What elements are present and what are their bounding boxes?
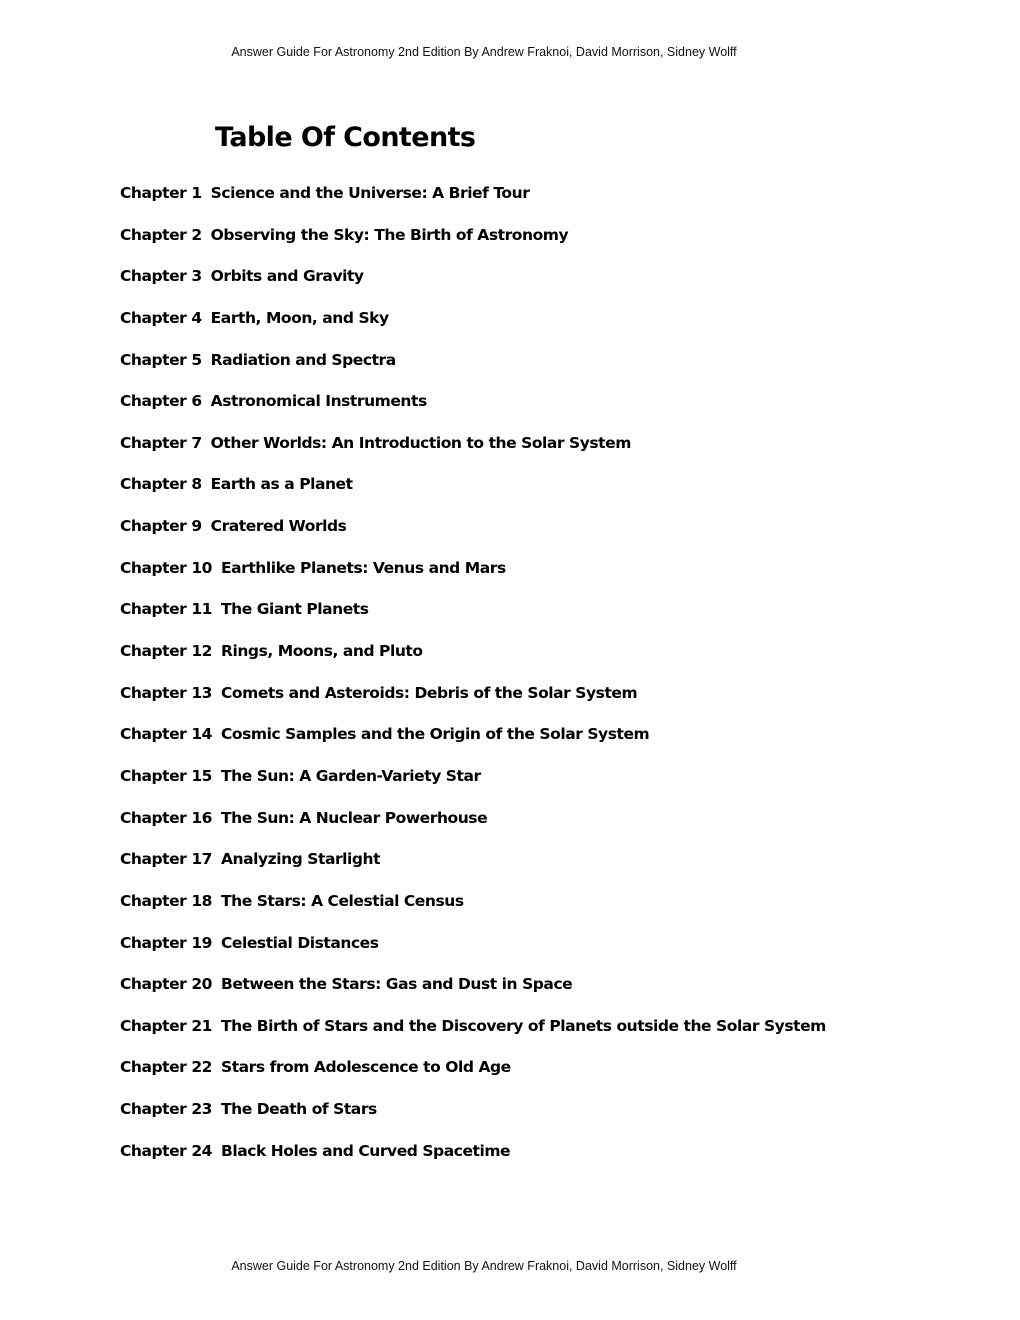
chapter-number: Chapter 24 xyxy=(120,1141,212,1160)
chapter-title: Cosmic Samples and the Origin of the Solar System xyxy=(221,725,650,744)
toc-entry xyxy=(120,1095,826,1137)
chapter-title: Cratered Worlds xyxy=(210,517,347,536)
chapter-title: Observing the Sky: The Birth of Astronomy xyxy=(210,225,569,244)
chapter-number: Chapter 1 xyxy=(120,184,202,202)
chapter-title: Other Worlds: An Introduction to the Solar System xyxy=(210,433,631,452)
chapter-title: Radiation and Spectra xyxy=(210,350,396,369)
chapter-number: Chapter 11 xyxy=(120,600,212,619)
toc-entry xyxy=(120,179,826,221)
toc-entry xyxy=(120,262,826,304)
chapter-number: Chapter 15 xyxy=(120,766,212,785)
toc-entry xyxy=(120,429,826,471)
toc-entry xyxy=(120,387,826,429)
chapter-title: Between the Stars: Gas and Dust in Space xyxy=(221,975,573,994)
toc-entry xyxy=(120,762,826,804)
chapter-number: Chapter 17 xyxy=(120,850,212,869)
toc-entry xyxy=(120,637,826,679)
chapter-number: Chapter 14 xyxy=(120,725,212,744)
chapter-number: Chapter 2 xyxy=(120,225,202,244)
page-footer: Answer Guide For Astronomy 2nd Edition By Andrew Fraknoi, David Morrison, Sidney Wolff xyxy=(231,1259,737,1273)
chapter-number: Chapter 12 xyxy=(120,642,212,661)
chapter-title: Celestial Distances xyxy=(221,933,379,952)
toc-entry xyxy=(120,845,826,887)
chapter-number: Chapter 10 xyxy=(120,558,212,577)
chapter-number: Chapter 4 xyxy=(120,308,202,327)
toc-entry xyxy=(120,1012,826,1054)
chapter-title: Science and the Universe: A Brief Tour xyxy=(210,184,530,202)
page-title: Table Of Contents xyxy=(215,122,476,153)
table-of-contents-list xyxy=(120,179,826,1178)
chapter-title: Black Holes and Curved Spacetime xyxy=(221,1141,511,1160)
chapter-number: Chapter 8 xyxy=(120,475,202,494)
toc-entry xyxy=(120,970,826,1012)
toc-entry xyxy=(120,221,826,263)
toc-entry xyxy=(120,720,826,762)
chapter-title: The Sun: A Garden-Variety Star xyxy=(221,766,481,785)
chapter-number: Chapter 5 xyxy=(120,350,202,369)
toc-entry xyxy=(120,595,826,637)
toc-entry xyxy=(120,304,826,346)
chapter-title: Earth, Moon, and Sky xyxy=(210,308,389,327)
chapter-number: Chapter 7 xyxy=(120,433,202,452)
chapter-title: The Birth of Stars and the Discovery of Planets outside the Solar System xyxy=(221,1016,826,1035)
chapter-number: Chapter 6 xyxy=(120,392,202,411)
chapter-number: Chapter 21 xyxy=(120,1016,212,1035)
toc-entry xyxy=(120,470,826,512)
chapter-number: Chapter 19 xyxy=(120,933,212,952)
toc-entry xyxy=(120,346,826,388)
chapter-title: The Death of Stars xyxy=(221,1100,377,1119)
chapter-title: Comets and Asteroids: Debris of the Solar System xyxy=(221,683,638,702)
chapter-title: Analyzing Starlight xyxy=(221,850,381,869)
chapter-title: The Giant Planets xyxy=(221,600,369,619)
chapter-number: Chapter 16 xyxy=(120,808,212,827)
toc-entry xyxy=(120,1137,826,1179)
toc-entry xyxy=(120,804,826,846)
chapter-number: Chapter 22 xyxy=(120,1058,212,1077)
chapter-title: The Sun: A Nuclear Powerhouse xyxy=(221,808,488,827)
chapter-title: Astronomical Instruments xyxy=(210,392,427,411)
toc-entry xyxy=(120,1053,826,1095)
chapter-title: Stars from Adolescence to Old Age xyxy=(221,1058,511,1077)
chapter-title: Earthlike Planets: Venus and Mars xyxy=(221,558,506,577)
toc-entry xyxy=(120,554,826,596)
chapter-title: The Stars: A Celestial Census xyxy=(221,891,464,910)
toc-entry xyxy=(120,679,826,721)
toc-entry xyxy=(120,929,826,971)
chapter-number: Chapter 9 xyxy=(120,517,202,536)
chapter-number: Chapter 18 xyxy=(120,891,212,910)
chapter-number: Chapter 23 xyxy=(120,1100,212,1119)
chapter-title: Orbits and Gravity xyxy=(210,267,364,286)
chapter-number: Chapter 3 xyxy=(120,267,202,286)
chapter-number: Chapter 20 xyxy=(120,975,212,994)
toc-entry xyxy=(120,887,826,929)
chapter-number: Chapter 13 xyxy=(120,683,212,702)
chapter-title: Earth as a Planet xyxy=(210,475,353,494)
page-header: Answer Guide For Astronomy 2nd Edition By Andrew Fraknoi, David Morrison, Sidney Wolff xyxy=(231,45,737,59)
chapter-title: Rings, Moons, and Pluto xyxy=(221,642,423,661)
toc-entry xyxy=(120,512,826,554)
